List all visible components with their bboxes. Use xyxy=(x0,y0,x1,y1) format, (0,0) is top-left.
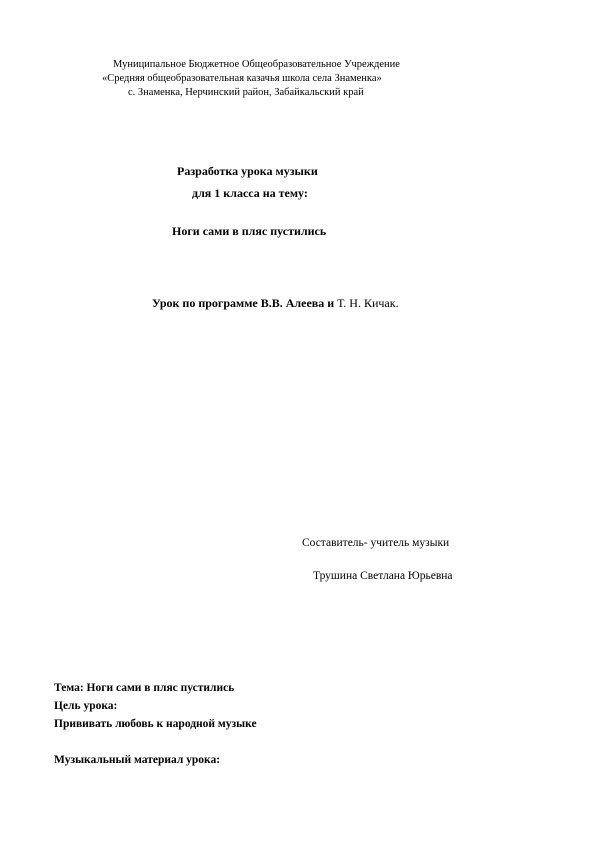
document-title-line-2: для 1 класса на тему: xyxy=(192,186,308,200)
program-bold-text: Урок по программе В.В. Алеева и xyxy=(152,296,338,310)
author-role: Составитель- учитель музыки xyxy=(302,537,450,549)
program-line xyxy=(152,297,399,309)
document-title-line-1: Разработка урока музыки xyxy=(177,164,318,178)
lesson-theme: Тема: Ноги сами в пляс пустились xyxy=(54,682,235,694)
program-normal-text: Т. Н. Кичак. xyxy=(337,296,399,310)
lesson-topic-title: Ноги сами в пляс пустились xyxy=(172,224,327,238)
school-address: с. Знаменка, Нерчинский район, Забайкальский край xyxy=(128,87,364,98)
lesson-goal-label: Цель урока: xyxy=(54,700,118,712)
school-name-line-2: «Средняя общеобразовательная казачья школа села Знаменка» xyxy=(102,73,382,84)
author-name: Трушина Светлана Юрьевна xyxy=(313,570,453,582)
lesson-goal-text: Прививать любовь к народной музыке xyxy=(54,718,257,730)
school-name-line-1: Муниципальное Бюджетное Общеобразовательное Учреждение xyxy=(113,59,400,70)
musical-material-label: Музыкальный материал урока: xyxy=(54,754,221,766)
